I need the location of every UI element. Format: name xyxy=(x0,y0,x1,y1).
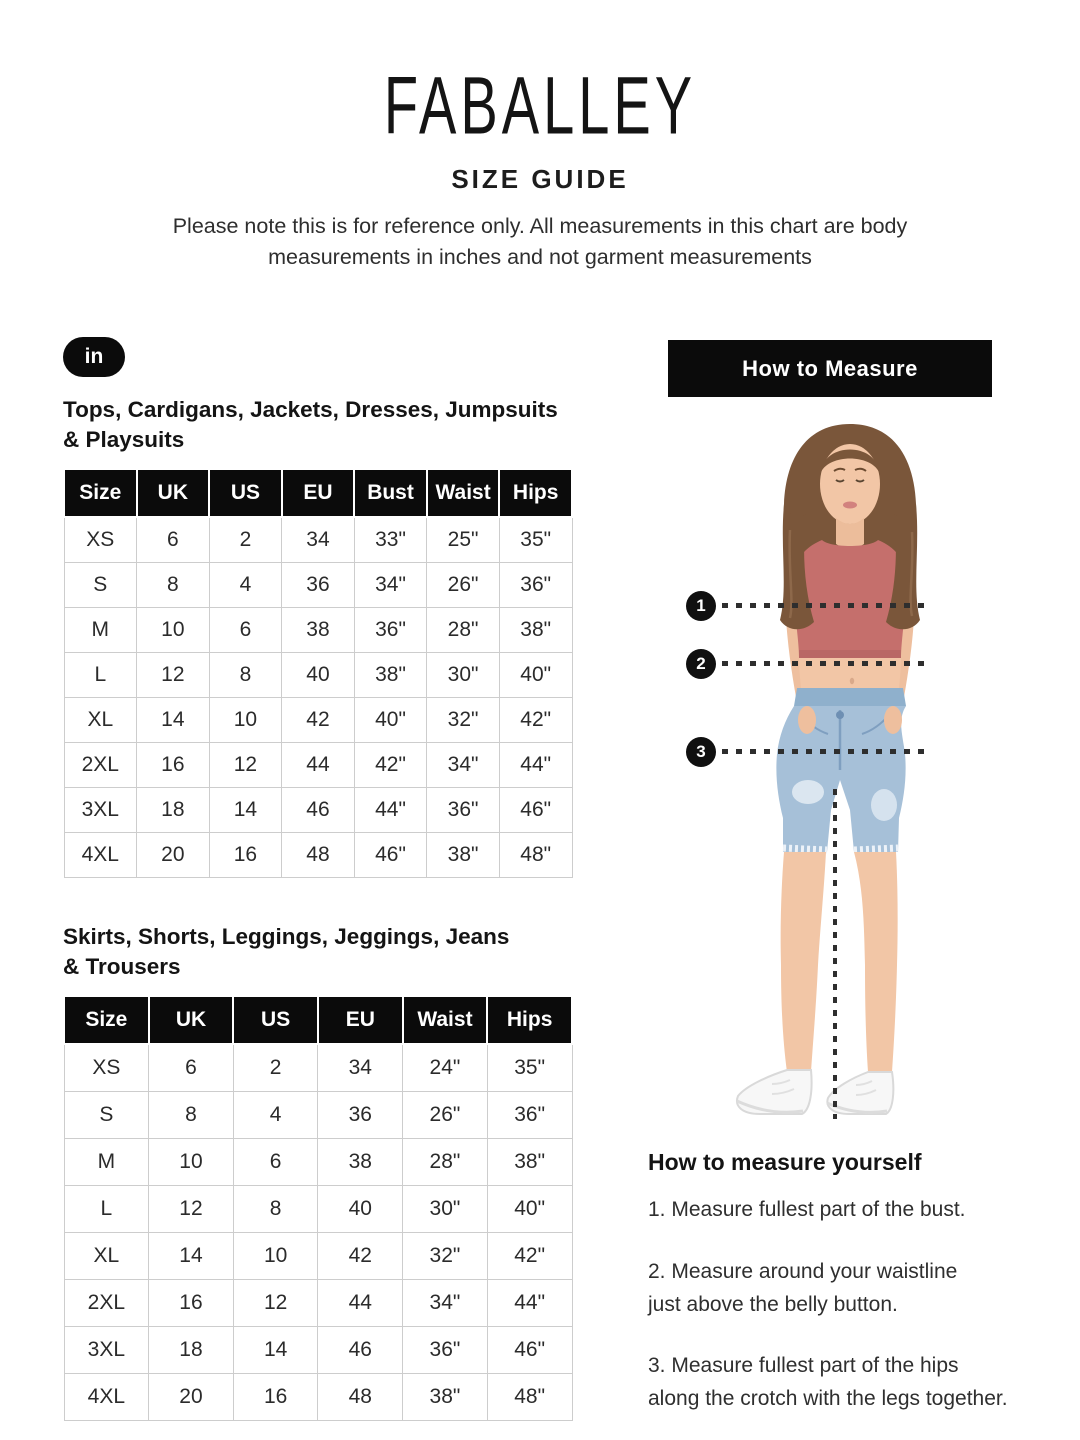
table-cell: 20 xyxy=(149,1374,234,1421)
table-row xyxy=(64,1327,572,1374)
table-cell: 14 xyxy=(233,1327,318,1374)
table-cell: 36 xyxy=(318,1092,403,1139)
table-cell: 4 xyxy=(233,1092,318,1139)
size-tables-section xyxy=(63,337,573,1427)
leg-left xyxy=(854,852,898,1072)
measure-step-line: 2. Measure around your waistline xyxy=(648,1260,958,1283)
tops-table-title-line: & Playsuits xyxy=(63,427,185,452)
table-cell: L xyxy=(64,653,137,698)
table-cell: 30" xyxy=(427,653,500,698)
table-cell: 6 xyxy=(137,517,210,563)
inseam-measure-line xyxy=(833,789,837,1119)
table-cell: 48" xyxy=(499,833,572,878)
table-cell: 30" xyxy=(403,1186,488,1233)
table-cell: 3XL xyxy=(64,1327,149,1374)
table-cell: 40" xyxy=(499,653,572,698)
table-cell: L xyxy=(64,1186,149,1233)
table-row xyxy=(64,1044,572,1092)
tops-table-title-line: Tops, Cardigans, Jackets, Dresses, Jumpsuits xyxy=(63,397,558,422)
table-cell: 8 xyxy=(233,1186,318,1233)
table-cell: 8 xyxy=(137,563,210,608)
table-cell: 12 xyxy=(137,653,210,698)
table-row xyxy=(64,1139,572,1186)
measure-step-1 xyxy=(648,1193,966,1226)
table-row xyxy=(64,517,572,563)
column-header: Bust xyxy=(354,469,427,517)
table-header-row xyxy=(64,469,572,517)
table-cell: 8 xyxy=(149,1092,234,1139)
table-cell: 12 xyxy=(209,743,282,788)
table-cell: 40" xyxy=(354,698,427,743)
column-header: Waist xyxy=(403,996,488,1044)
table-row xyxy=(64,1280,572,1327)
note-line: measurements in inches and not garment measurements xyxy=(268,245,812,269)
table-row xyxy=(64,1374,572,1421)
distress-patch xyxy=(871,789,897,821)
table-cell: 25" xyxy=(427,517,500,563)
crop-top-shade xyxy=(799,650,901,658)
hand xyxy=(798,706,816,734)
table-cell: 36 xyxy=(282,563,355,608)
sneaker xyxy=(737,1070,812,1114)
table-row xyxy=(64,1233,572,1280)
table-cell: 10 xyxy=(233,1233,318,1280)
table-row xyxy=(64,608,572,653)
table-cell: 34" xyxy=(354,563,427,608)
hand xyxy=(884,706,902,734)
table-cell: 46" xyxy=(499,788,572,833)
table-cell: 6 xyxy=(149,1044,234,1092)
table-cell: 10 xyxy=(137,608,210,653)
table-cell: 36" xyxy=(487,1092,572,1139)
table-cell: 16 xyxy=(149,1280,234,1327)
table-cell: XS xyxy=(64,517,137,563)
table-cell: 34" xyxy=(427,743,500,788)
measure-step-2 xyxy=(648,1255,957,1321)
table-cell: 44 xyxy=(282,743,355,788)
hips-marker-badge: 3 xyxy=(686,737,716,767)
table-cell: 46 xyxy=(318,1327,403,1374)
table-cell: 44" xyxy=(354,788,427,833)
table-cell: 38" xyxy=(403,1374,488,1421)
table-cell: 16 xyxy=(209,833,282,878)
column-header: UK xyxy=(149,996,234,1044)
table-cell: 6 xyxy=(233,1139,318,1186)
table-row xyxy=(64,698,572,743)
table-cell: 36" xyxy=(354,608,427,653)
table-cell: 12 xyxy=(149,1186,234,1233)
table-cell: 40 xyxy=(282,653,355,698)
table-cell: S xyxy=(64,563,137,608)
table-cell: 6 xyxy=(209,608,282,653)
table-cell: 26" xyxy=(427,563,500,608)
table-cell: 34 xyxy=(282,517,355,563)
table-cell: 42" xyxy=(354,743,427,788)
table-cell: 28" xyxy=(427,608,500,653)
table-cell: 16 xyxy=(137,743,210,788)
size-table-tops xyxy=(63,468,573,878)
table-cell: 3XL xyxy=(64,788,137,833)
table-cell: 14 xyxy=(137,698,210,743)
table-cell: 40 xyxy=(318,1186,403,1233)
table-cell: 46 xyxy=(282,788,355,833)
table-cell: XL xyxy=(64,698,137,743)
measure-step-line: 1. Measure fullest part of the bust. xyxy=(648,1198,966,1221)
column-header: US xyxy=(233,996,318,1044)
measure-step-3 xyxy=(648,1349,1008,1415)
bust-marker-badge: 1 xyxy=(686,591,716,621)
column-header: UK xyxy=(137,469,210,517)
table-cell: 2 xyxy=(233,1044,318,1092)
unit-inches-badge: in xyxy=(63,337,125,377)
table-cell: 4 xyxy=(209,563,282,608)
table-cell: 16 xyxy=(233,1374,318,1421)
table-row xyxy=(64,788,572,833)
table-cell: 40" xyxy=(487,1186,572,1233)
table-cell: 38 xyxy=(318,1139,403,1186)
table-row xyxy=(64,743,572,788)
column-header: Size xyxy=(64,469,137,517)
table-row xyxy=(64,833,572,878)
size-table-bottoms xyxy=(63,995,573,1421)
table-cell: 2XL xyxy=(64,743,137,788)
bust-measure-line xyxy=(722,603,928,608)
note-line: Please note this is for reference only. All measurements in this chart are body xyxy=(172,214,908,238)
table-cell: 48 xyxy=(282,833,355,878)
table-cell: 14 xyxy=(149,1233,234,1280)
column-header: Waist xyxy=(427,469,500,517)
measure-step-line: just above the belly button. xyxy=(648,1293,898,1316)
leg-right xyxy=(781,852,826,1072)
table-cell: 38" xyxy=(427,833,500,878)
table-cell: 34 xyxy=(318,1044,403,1092)
table-cell: 14 xyxy=(209,788,282,833)
shorts-button xyxy=(836,711,844,719)
brand-logo: FABALLEY xyxy=(383,59,697,151)
table-cell: 35" xyxy=(499,517,572,563)
column-header: Hips xyxy=(499,469,572,517)
table-cell: 20 xyxy=(137,833,210,878)
shorts-waistband xyxy=(794,688,906,706)
bottoms-table-title xyxy=(63,922,509,982)
table-cell: M xyxy=(64,1139,149,1186)
table-cell: 12 xyxy=(233,1280,318,1327)
table-cell: 10 xyxy=(149,1139,234,1186)
table-cell: 44 xyxy=(318,1280,403,1327)
table-cell: 44" xyxy=(499,743,572,788)
table-cell: 4XL xyxy=(64,833,137,878)
how-to-measure-section xyxy=(648,337,1060,1427)
table-cell: 38" xyxy=(354,653,427,698)
table-cell: M xyxy=(64,608,137,653)
table-cell: 24" xyxy=(403,1044,488,1092)
table-cell: 2XL xyxy=(64,1280,149,1327)
column-header: EU xyxy=(318,996,403,1044)
table-cell: 44" xyxy=(487,1280,572,1327)
column-header: Hips xyxy=(487,996,572,1044)
lips xyxy=(843,502,857,509)
how-to-measure-banner: How to Measure xyxy=(668,340,992,397)
tops-table-title xyxy=(63,395,558,455)
table-cell: 38" xyxy=(487,1139,572,1186)
table-cell: 35" xyxy=(487,1044,572,1092)
table-cell: 32" xyxy=(403,1233,488,1280)
belly-button xyxy=(850,678,854,684)
table-cell: 42" xyxy=(487,1233,572,1280)
table-cell: 38" xyxy=(499,608,572,653)
table-cell: 36" xyxy=(427,788,500,833)
table-cell: 36" xyxy=(403,1327,488,1374)
hips-measure-line xyxy=(722,749,930,754)
table-cell: S xyxy=(64,1092,149,1139)
model-photo xyxy=(650,420,1010,1130)
table-cell: 32" xyxy=(427,698,500,743)
column-header: US xyxy=(209,469,282,517)
table-cell: 10 xyxy=(209,698,282,743)
how-to-measure-heading: How to measure yourself xyxy=(648,1149,922,1175)
measure-step-line: along the crotch with the legs together. xyxy=(648,1387,1008,1410)
table-row xyxy=(64,563,572,608)
table-cell: 48 xyxy=(318,1374,403,1421)
table-row xyxy=(64,1092,572,1139)
table-cell: 18 xyxy=(137,788,210,833)
table-cell: 34" xyxy=(403,1280,488,1327)
table-cell: 26" xyxy=(403,1092,488,1139)
table-cell: XL xyxy=(64,1233,149,1280)
column-header: EU xyxy=(282,469,355,517)
table-cell: 33" xyxy=(354,517,427,563)
table-row xyxy=(64,653,572,698)
table-cell: 28" xyxy=(403,1139,488,1186)
table-cell: XS xyxy=(64,1044,149,1092)
waist-measure-line xyxy=(722,661,928,666)
table-cell: 4XL xyxy=(64,1374,149,1421)
table-cell: 18 xyxy=(149,1327,234,1374)
table-cell: 46" xyxy=(487,1327,572,1374)
table-cell: 42 xyxy=(282,698,355,743)
waist-marker-badge: 2 xyxy=(686,649,716,679)
table-cell: 36" xyxy=(499,563,572,608)
column-header: Size xyxy=(64,996,149,1044)
note-text xyxy=(0,211,1080,273)
table-cell: 38 xyxy=(282,608,355,653)
bottoms-table-title-line: Skirts, Shorts, Leggings, Jeggings, Jeans xyxy=(63,924,510,949)
table-row xyxy=(64,1186,572,1233)
table-cell: 42" xyxy=(499,698,572,743)
measure-step-line: 3. Measure fullest part of the hips xyxy=(648,1354,959,1377)
size-guide-title: SIZE GUIDE xyxy=(451,164,629,194)
table-cell: 42 xyxy=(318,1233,403,1280)
crop-top xyxy=(793,540,907,658)
table-cell: 2 xyxy=(209,517,282,563)
table-header-row xyxy=(64,996,572,1044)
table-cell: 48" xyxy=(487,1374,572,1421)
distress-patch xyxy=(792,780,824,804)
table-cell: 46" xyxy=(354,833,427,878)
bottoms-table-title-line: & Trousers xyxy=(63,954,181,979)
table-cell: 8 xyxy=(209,653,282,698)
